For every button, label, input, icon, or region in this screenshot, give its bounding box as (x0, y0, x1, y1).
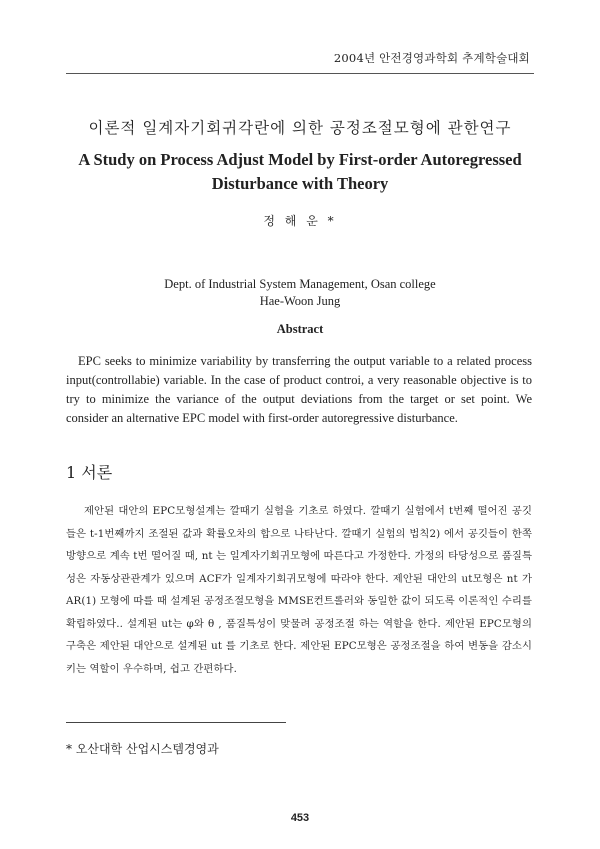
section-body: 제안된 대안의 EPC모형설계는 깔때기 실험을 기초로 하였다. 깔때기 실험에서 t번째 떨어진 공깃들은 t-1번째까지 조절된 값과 확률오차의 합으로 나타난다. 깔때기 실험의 법칙2) 에서 공깃들이 한쪽방향으로 계속 t번 떨어질 때, nt 는 일계자기회귀모형에 따른다고 가정한다. 가정의 타당성으로 품질특성은 자동상관관계가 있으며 ACF가 일계자기회귀모형에 따라야 한다. 제안된 대안의 ut모형은 nt 가 AR(1) 모형에 따를 때 설계된 공정조절모형을 MMSE컨트롤러와 동일한 값이 되도록 이론적인 수리를 확립하였다.. 설계된 ut는 φ와 θ , 품질특성이 맞물려 공정조절 하는 역할을 한다. 제안된 EPC모형의 구축은 제안된 대안으로 설계된 ut 를 기초로 한다. 제안된 EPC모형은 공정조절을 하여 변동을 감소시키는 역할이 우수하며, 쉽고 간편하다. (66, 505, 532, 675)
section-heading: 1 서론 (66, 463, 113, 482)
header-rule (66, 73, 534, 74)
abstract-heading: Abstract (276, 322, 324, 336)
english-title: A Study on Process Adjust Model by First-order Autoregressed Disturbance with Theory (78, 150, 522, 193)
footnote-rule (66, 722, 286, 723)
page-number: 453 (290, 812, 310, 824)
affiliation-author-english: Hae-Woon Jung (259, 294, 341, 308)
abstract-body: EPC seeks to minimize variability by transferring the output variable to a related process input(controllabie) variable. In the case of product controi, a very reasonable objective is to try to minimize the variance of the output deviations from the target or set point. We consider an alternative EPC model with first-order autoregressive disturbance. (66, 354, 532, 425)
footnote: * 오산대학 산업시스템경영과 (66, 742, 219, 756)
affiliation-department: Dept. of Industrial System Management, Osan college (164, 277, 436, 291)
author-name: 정 해 운 * (263, 214, 337, 228)
affiliation-block (0, 276, 600, 310)
conference-header: 2004년 안전경영과학회 추계학술대회 (333, 51, 530, 65)
korean-title: 이론적 일계자기회귀각란에 의한 공정조절모형에 관한연구 (88, 119, 512, 137)
